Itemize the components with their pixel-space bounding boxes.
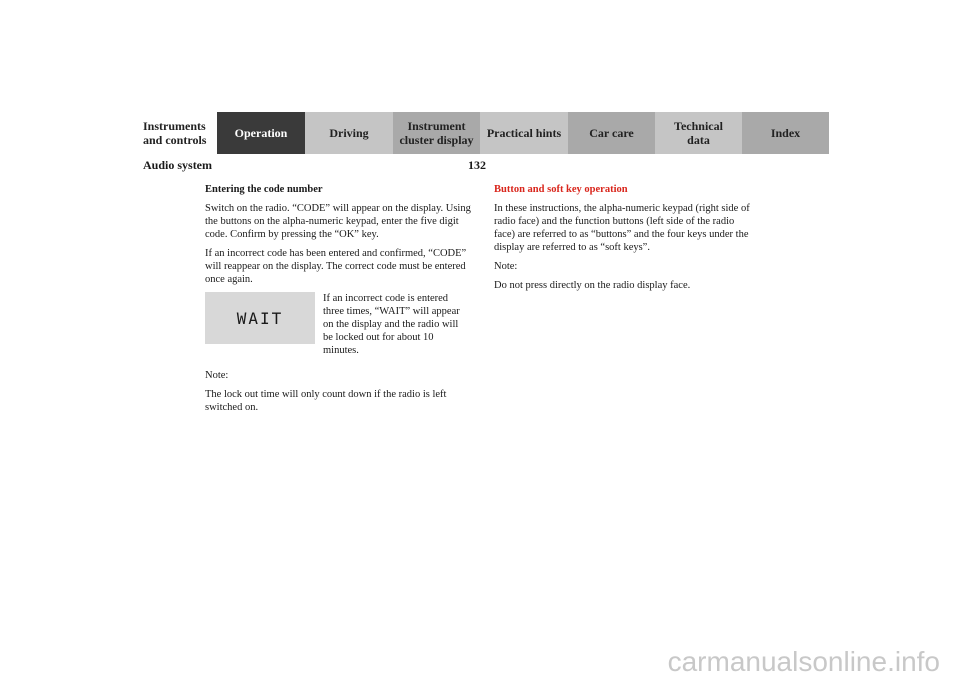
code-paragraph-1: Switch on the radio. “CODE” will appear on the display. Using the buttons on the alpha-numeric keypad, enter the five digit code. Confirm by pressing the “OK” key.: [205, 203, 471, 240]
radio-display: WAIT: [205, 292, 315, 344]
tab-operation[interactable]: Operation: [217, 112, 305, 154]
wait-paragraph: If an incorrect code is entered three times, “WAIT” will appear on the display and the radio will be locked out for about 10 minutes.: [323, 293, 460, 356]
tab-car-care[interactable]: Car care: [568, 112, 655, 154]
button-operation-heading: Button and soft key operation: [494, 184, 628, 195]
tab-instruments-and-controls[interactable]: Instruments and controls: [130, 112, 217, 154]
tab-instrument-cluster-display[interactable]: Instrument cluster display: [393, 112, 480, 154]
note-text-right: Do not press directly on the radio display face.: [494, 280, 691, 291]
right-column: [494, 183, 756, 298]
note-label: Note:: [205, 370, 229, 381]
section-title: Audio system: [143, 158, 213, 172]
note-label-right: Note:: [494, 261, 518, 272]
button-operation-paragraph: In these instructions, the alpha-numeric keypad (right side of radio face) and the function buttons (left side of the radio face) are referred to as “buttons” and the four keys under the display are referred to as “soft keys”.: [494, 203, 750, 253]
code-heading: Entering the code number: [205, 184, 323, 195]
display-illustration-row: [205, 292, 475, 357]
tab-technical-data[interactable]: Technical data: [655, 112, 742, 154]
code-paragraph-2: If an incorrect code has been entered and confirmed, “CODE” will reappear on the display. The correct code must be entered once again.: [205, 248, 467, 285]
watermark-text: carmanualsonline.info: [667, 646, 940, 677]
tab-driving[interactable]: Driving: [305, 112, 393, 154]
tab-index[interactable]: Index: [742, 112, 829, 154]
page-number: 132: [468, 158, 486, 172]
tab-practical-hints[interactable]: Practical hints: [480, 112, 568, 154]
page-header: [143, 158, 843, 174]
left-column: [205, 183, 475, 420]
chapter-tabs: [130, 112, 829, 154]
note-text: The lock out time will only count down if the radio is left switched on.: [205, 389, 447, 413]
